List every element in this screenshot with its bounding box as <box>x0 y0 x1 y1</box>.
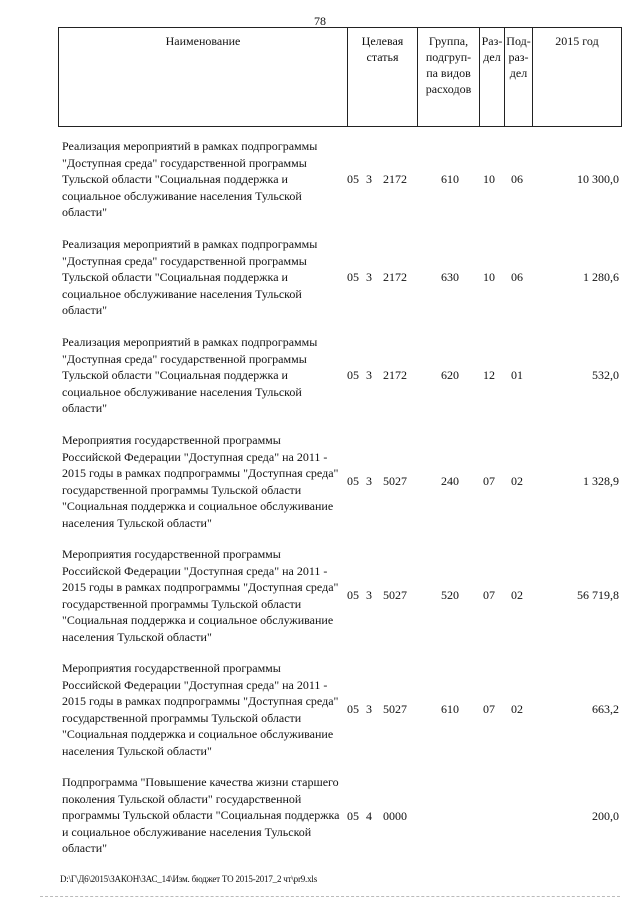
row-name: Мероприятия государственной программы Российской Федерации "Доступная среда" на 2011 - 2015 годы в рамках подпрограммы "Доступная среда" государственной программы Тульской области "Социальная поддержка и социальное обслуживание населения Тульской области" <box>62 547 339 644</box>
row-name: Мероприятия государственной программы Российской Федерации "Доступная среда" на 2011 - 2015 годы в рамках подпрограммы "Доступная среда" государственной программы Тульской области "Социальная поддержка и социальное обслуживание населения Тульской области" <box>62 661 339 758</box>
row-target-code-2: 3 <box>366 172 372 186</box>
row-target-code-1: 05 <box>347 474 359 488</box>
row-amount: 200,0 <box>592 809 619 823</box>
row-amount: 1 280,6 <box>583 270 619 284</box>
header-year <box>532 28 621 126</box>
header-name <box>59 28 347 126</box>
row-group: 520 <box>441 588 459 602</box>
header-group-line-2: подгруп- <box>425 50 472 64</box>
row-target-code-1: 05 <box>347 809 359 823</box>
row-target-code-3: 5027 <box>383 588 407 602</box>
row-target-code-1: 05 <box>347 172 359 186</box>
row-razdel: 10 <box>483 172 495 186</box>
header-group <box>417 28 479 126</box>
row-amount: 56 719,8 <box>577 588 619 602</box>
header-podrazdel <box>504 28 532 126</box>
row-amount: 532,0 <box>592 368 619 382</box>
row-podrazdel: 06 <box>511 270 523 284</box>
footer-divider <box>40 896 620 897</box>
row-target-code-3: 2172 <box>383 368 407 382</box>
row-target-code-3: 0000 <box>383 809 407 823</box>
row-name: Реализация мероприятий в рамках подпрограммы "Доступная среда" государственной программы Тульской области "Социальная поддержка и социальное обслуживание населения Тульской области" <box>62 335 318 416</box>
row-razdel: 10 <box>483 270 495 284</box>
row-razdel: 07 <box>483 474 495 488</box>
header-razdel <box>479 28 504 126</box>
row-podrazdel: 02 <box>511 474 523 488</box>
page-number: 78 <box>314 14 326 28</box>
row-target-code-2: 3 <box>366 474 372 488</box>
header-podrazdel-line-3: дел <box>509 66 528 80</box>
header-razdel-line-2: дел <box>483 50 501 64</box>
header-podrazdel-line-1: Под- <box>506 34 531 48</box>
header-group-line-4: расходов <box>425 82 472 96</box>
row-amount: 10 300,0 <box>577 172 619 186</box>
row-target-code-1: 05 <box>347 368 359 382</box>
header-target-article <box>347 28 417 126</box>
header-target-article-line-2: статья <box>366 50 399 64</box>
row-target-code-2: 3 <box>366 368 372 382</box>
table-header <box>58 27 622 127</box>
header-razdel-line-1: Раз- <box>481 34 503 48</box>
row-name: Реализация мероприятий в рамках подпрограммы "Доступная среда" государственной программы Тульской области "Социальная поддержка и социальное обслуживание населения Тульской области" <box>62 237 318 318</box>
row-target-code-3: 2172 <box>383 172 407 186</box>
row-podrazdel: 01 <box>511 368 523 382</box>
row-razdel: 07 <box>483 588 495 602</box>
row-razdel: 12 <box>483 368 495 382</box>
header-group-line-3: па видов <box>426 66 471 80</box>
header-podrazdel-line-2: раз- <box>508 50 529 64</box>
row-target-code-3: 2172 <box>383 270 407 284</box>
row-name: Подпрограмма "Повышение качества жизни старшего поколения Тульской области" государственной программы Тульской области "Социальная поддержка и социальное обслуживание населения Тульской области" <box>62 775 340 856</box>
row-group: 240 <box>441 474 459 488</box>
row-target-code-2: 3 <box>366 588 372 602</box>
row-name: Реализация мероприятий в рамках подпрограммы "Доступная среда" государственной программы Тульской области "Социальная поддержка и социальное обслуживание населения Тульской области" <box>62 139 318 220</box>
row-target-code-3: 5027 <box>383 474 407 488</box>
row-target-code-1: 05 <box>347 270 359 284</box>
header-name-label: Наименование <box>165 34 241 48</box>
row-razdel: 07 <box>483 702 495 716</box>
header-year-label: 2015 год <box>555 34 599 48</box>
row-target-code-3: 5027 <box>383 702 407 716</box>
row-podrazdel: 02 <box>511 702 523 716</box>
row-podrazdel: 02 <box>511 588 523 602</box>
row-podrazdel: 06 <box>511 172 523 186</box>
row-target-code-1: 05 <box>347 588 359 602</box>
row-target-code-1: 05 <box>347 702 359 716</box>
row-amount: 1 328,9 <box>583 474 619 488</box>
header-target-article-line-1: Целевая <box>361 34 404 48</box>
row-name: Мероприятия государственной программы Российской Федерации "Доступная среда" на 2011 - 2015 годы в рамках подпрограммы "Доступная среда" государственной программы Тульской области "Социальная поддержка и социальное обслуживание населения Тульской области" <box>62 433 339 530</box>
header-group-line-1: Группа, <box>428 34 469 48</box>
row-amount: 663,2 <box>592 702 619 716</box>
row-target-code-2: 4 <box>366 809 372 823</box>
row-group: 620 <box>441 368 459 382</box>
row-target-code-2: 3 <box>366 270 372 284</box>
row-target-code-2: 3 <box>366 702 372 716</box>
row-group: 610 <box>441 172 459 186</box>
row-group: 610 <box>441 702 459 716</box>
row-group: 630 <box>441 270 459 284</box>
footer-file-path: D:\Г\Д6\2015\ЗАКОН\ЗАС_14\Изм. бюджет ТО 2015-2017_2 чт\pr9.xls <box>60 874 318 884</box>
